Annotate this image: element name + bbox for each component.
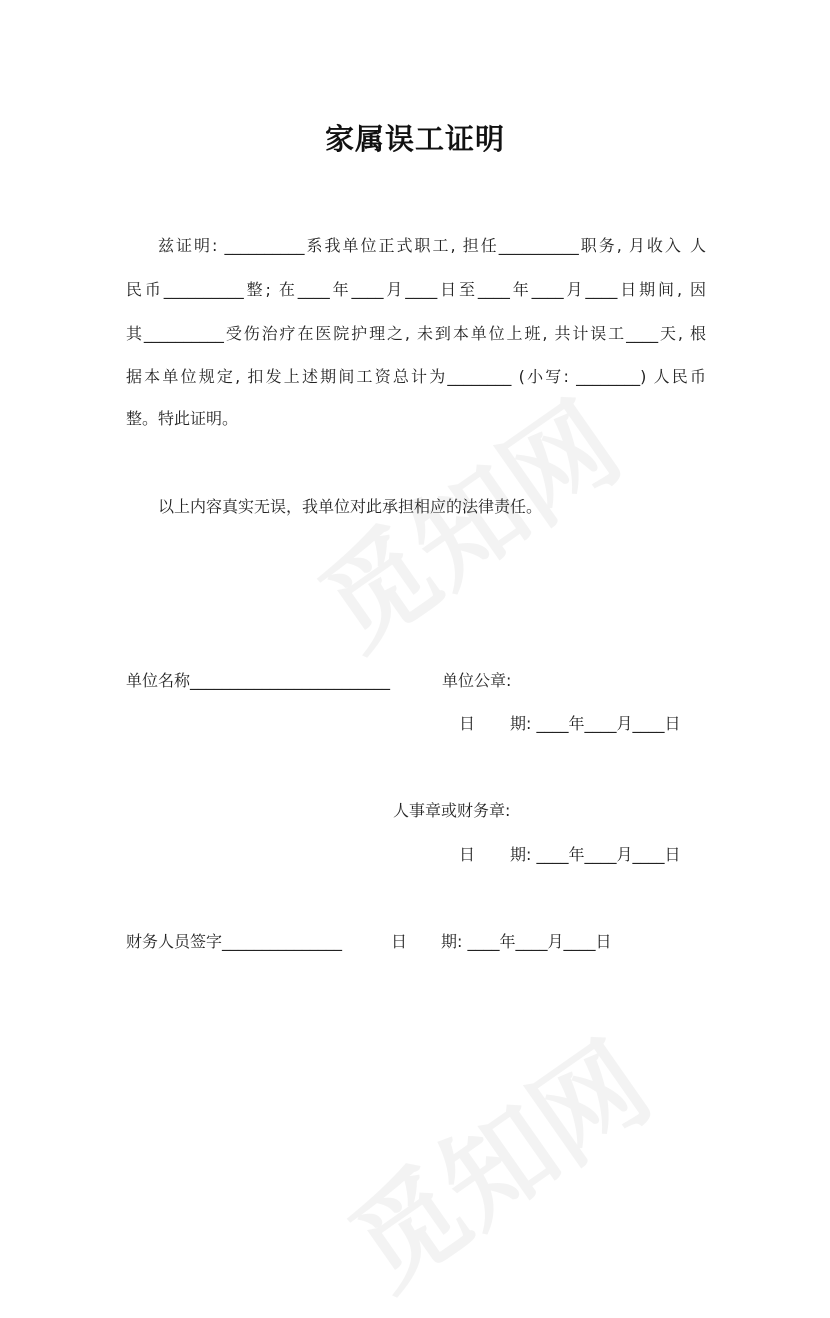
paragraph1-line-3: 其__________受伤治疗在医院护理之, 未到本单位上班, 共计误工____天, 根 [126, 324, 706, 343]
paragraph1-line-4: 据本单位规定, 扣发上述期间工资总计为________ (小写: ________) 人民币 [126, 367, 706, 386]
date1-field: 期: ____年____月____日 [510, 714, 681, 733]
paragraph1-line-2: 民币__________整; 在____年____月____日至____年____月____日期间, 因 [126, 280, 706, 299]
unit-name-field: 单位名称_________________________ [126, 671, 391, 690]
date1-label-a: 日 [459, 714, 476, 733]
watermark-top [285, 360, 646, 679]
paragraph1-line-1: 兹证明: __________系我单位正式职工, 担任__________职务, 月收入 人 [158, 236, 706, 255]
hr-seal-label: 人事章或财务章: [393, 801, 511, 820]
date3-field: 期: ____年____月____日 [441, 932, 612, 951]
paragraph1-line-5: 整。特此证明。 [126, 409, 239, 428]
date2-field: 期: ____年____月____日 [510, 845, 681, 864]
watermark-bottom [315, 1000, 676, 1318]
date2-label-a: 日 [459, 845, 476, 864]
date3-label-a: 日 [391, 932, 408, 951]
unit-seal-label: 单位公章: [442, 671, 512, 690]
page-title: 家属误工证明 [324, 122, 505, 156]
paragraph2: 以上内容真实无误，我单位对此承担相应的法律责任。 [158, 497, 543, 516]
finance-sign-field: 财务人员签字_______________ [126, 932, 343, 951]
